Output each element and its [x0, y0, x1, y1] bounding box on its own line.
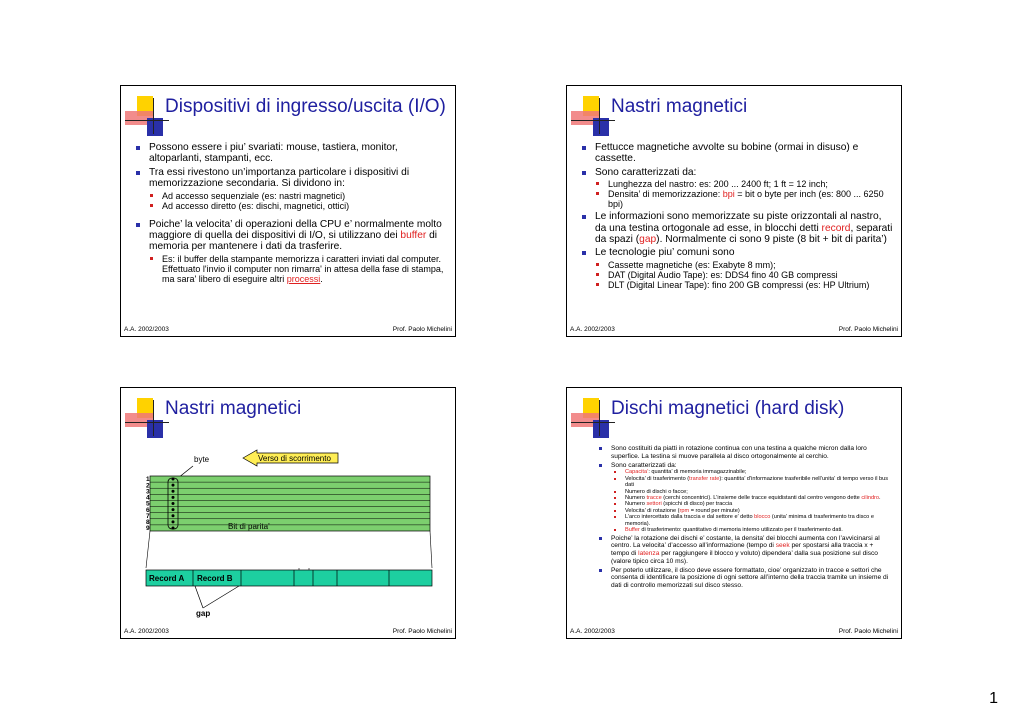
slide-logo: [571, 96, 611, 134]
sub-bullet: Numero settori (spicchi di disco) per traccia: [611, 501, 891, 507]
sub-bullet: Buffer di trasferimento: quantitativo di memoria interno utilizzato per il trasferimento dati.: [611, 527, 891, 533]
sub-bullet: Velocita’ di trasferimento (transfer rate): quantita’ d’informazione trasferibile nell’unita’ di tempo verso il bus dati: [611, 476, 891, 489]
slide-title: Nastri magnetici: [611, 96, 748, 117]
sub-bullet: DLT (Digital Linear Tape): fino 200 GB compressi (es: HP Ultrium): [595, 280, 895, 290]
bullet: Possono essere i piu’ svariati: mouse, tastiera, monitor, altoparlanti, stampanti, ecc.: [135, 142, 449, 165]
gap-pointer: [195, 586, 203, 608]
slide-tapes: [566, 85, 902, 337]
track-number: 5: [146, 500, 150, 508]
record-b-label: Record B: [197, 574, 233, 583]
magnetic-tape: [150, 476, 430, 531]
slide-logo: [125, 96, 165, 134]
track-number: 9: [146, 525, 150, 533]
slide-tape-diagram: [120, 387, 456, 639]
slide-body: [581, 142, 895, 292]
bit-dot: [172, 514, 175, 517]
sub-bullet: Ad accesso sequenziale (es: nastri magnetici): [149, 191, 449, 201]
bit-dot: [172, 490, 175, 493]
bit-dot: [172, 478, 175, 481]
track-numbers: [146, 476, 150, 532]
sub-bullet: Cassette magnetiche (es: Exabyte 8 mm);: [595, 260, 895, 270]
slide-title: Dischi magnetici (hard disk): [611, 398, 845, 419]
bullet: Sono caratterizzati da: Lunghezza del nastro: es: 200 ... 2400 ft; 1 ft = 12 inch; Densita’ di memorizzazione: bpi = bit o byte per inch (es: 800 ... 6250 bpi): [581, 167, 895, 209]
sub-bullet: Numero tracce (cerchi concentrici). L’insieme delle tracce equidistanti dal centro vengono dette cilindro.: [611, 495, 891, 501]
zoom-line-left: [146, 531, 150, 568]
slide-footer: A.A. 2002/2003 Prof. Paolo Michelini: [124, 628, 452, 635]
bullet: Per poterlo utilizzare, il disco deve essere formattato, cioe’ organizzato in tracce e settori che consenta di identificare la posizione di ogni settore all’interno della traccia tramite un insieme di dati di controllo memorizzati sul disco stesso.: [597, 567, 891, 590]
bullet: Le tecnologie piu’ comuni sono Cassette magnetiche (es: Exabyte 8 mm); DAT (Digital Audio Tape): es: DDS4 fino 40 GB compressi DLT (Digital Linear Tape): fino 200 GB compressi (es: HP Ultrium): [581, 247, 895, 289]
bit-dot: [172, 508, 175, 511]
slide-footer: A.A. 2002/2003 Prof. Paolo Michelini: [570, 326, 898, 333]
track-number: 7: [146, 512, 150, 520]
page-number: 1: [989, 690, 998, 707]
bullet: Tra essi rivestono un’importanza particolare i dispositivi di memorizzazione secondaria. Si dividono in: Ad accesso sequenziale (es: nastri magnetici) Ad accesso diretto (es: dischi, magnetici, ottici): [135, 167, 449, 211]
track-number: 4: [146, 494, 150, 502]
track-number: 3: [146, 488, 150, 496]
bit-dot: [172, 484, 175, 487]
bullet: Poiche’ la rotazione dei dischi e’ costante, la densita’ dei blocchi aumenta con l’avvicinarsi al centro. La velocita’ d’accesso all’informazione (tempo di seek per spostarsi alla traccia x + tempo di latenza per raggiungere il blocco y voluto) dipendera’ dalla sua posizione sul disco (valore tipico circa 10 ms).: [597, 535, 891, 565]
bit-dot: [172, 520, 175, 523]
slide-body: [135, 142, 449, 286]
slide-body: [597, 445, 891, 591]
slide-logo: [571, 398, 611, 436]
parity-label: Bit di parita’: [228, 522, 270, 531]
slide-hard-disk: [566, 387, 902, 639]
sub-bullet: DAT (Digital Audio Tape): es: DDS4 fino 40 GB compressi: [595, 270, 895, 280]
bit-dot: [172, 496, 175, 499]
track-number: 6: [146, 506, 150, 514]
zoom-line-right: [430, 531, 432, 568]
byte-bits: [172, 478, 175, 530]
tape-diagram: [121, 388, 456, 618]
bullet: Sono costituiti da piatti in rotazione continua con una testina a qualche micron dalla loro superfice. La testina si muove parallela al disco ortogonalmente al cerchio.: [597, 445, 891, 460]
track-number: 1: [146, 476, 150, 484]
record-a-label: Record A: [149, 574, 185, 583]
slide-footer: A.A. 2002/2003 Prof. Paolo Michelini: [570, 628, 898, 635]
sub-bullet: Ad accesso diretto (es: dischi, magnetici, ottici): [149, 201, 449, 211]
bullet: Le informazioni sono memorizzate su piste orizzontali al nastro, da una testina ortogonale ad esse, in blocchi detti record, separati da spazi (gap). Normalmente ci sono 9 piste (8 bit + bit di parita’): [581, 211, 895, 245]
sub-bullet: L’arco intercettato dalla traccia e dal settore e’ detto blocco (unita’ minima di trasferimento tra disco e memoria).: [611, 514, 891, 527]
bullet: Poiche’ la velocita’ di operazioni della CPU e’ normalmente molto maggiore di quella dei dispositivi di I/O, si utilizzano dei buffer di memoria per mantenere i dati da trasferire. Es: il buffer della stampante memorizza i caratteri inviati dal computer. Effettuato l'invio il computer non rimarra' in attesa della fase di stampa, ma sara' libero di eseguire altri processi.: [135, 219, 449, 284]
sub-bullet: Capacita’: quantita’ di memoria immagazzinabile;: [611, 469, 891, 475]
track-number: 2: [146, 482, 150, 490]
bit-dot: [172, 502, 175, 505]
slide-io-devices: [120, 85, 456, 337]
gap-label: gap: [196, 609, 211, 618]
sub-bullet: Velocita’ di rotazione (rpm = round per minute): [611, 508, 891, 514]
slide-title: Dispositivi di ingresso/uscita (I/O): [165, 96, 446, 117]
sub-bullet: Densita’ di memorizzazione: bpi = bit o byte per inch (es: 800 ... 6250 bpi): [595, 189, 895, 209]
scroll-direction-label: Verso di scorrimento: [258, 454, 331, 463]
sub-bullet: Numero di dischi o facce;: [611, 489, 891, 495]
bullet: Sono caratterizzati da: Capacita’: quantita’ di memoria immagazzinabile; Velocita’ di trasferimento (transfer rate): quantita’ d’informazione trasferibile nell’unita’ di tempo verso il bus dati Numero di dischi o facce; Numero tracce (cerchi concentrici). L’insieme delle tracce equidistanti dal centro vengono dette cilindro. Numero settori (spicchi di disco) per traccia Velocita’ di rotazione (rpm = round per minute) L’arco intercettato dalla traccia e dal settore e’ detto blocco (unita’ minima di trasferimento tra disco e memoria). Buffer di trasferimento: quantitativo di memoria interno utilizzato per il trasferimento dati.: [597, 462, 891, 534]
bullet: Fettucce magnetiche avvolte su bobine (ormai in disuso) e cassette.: [581, 142, 895, 165]
bit-dot: [172, 526, 175, 529]
slide-title: Nastri magnetici: [165, 398, 302, 419]
byte-label: byte: [194, 455, 210, 464]
gap-pointer: [203, 586, 239, 608]
sub-bullet: Lunghezza del nastro: es: 200 ... 2400 ft; 1 ft = 12 inch;: [595, 179, 895, 189]
slide-footer: A.A. 2002/2003 Prof. Paolo Michelini: [124, 326, 452, 333]
track-number: 8: [146, 518, 150, 526]
sub-bullet: Es: il buffer della stampante memorizza i caratteri inviati dal computer. Effettuato l'invio il computer non rimarra' in attesa della fase di stampa, ma sara' libero di eseguire altri processi.: [149, 254, 449, 284]
